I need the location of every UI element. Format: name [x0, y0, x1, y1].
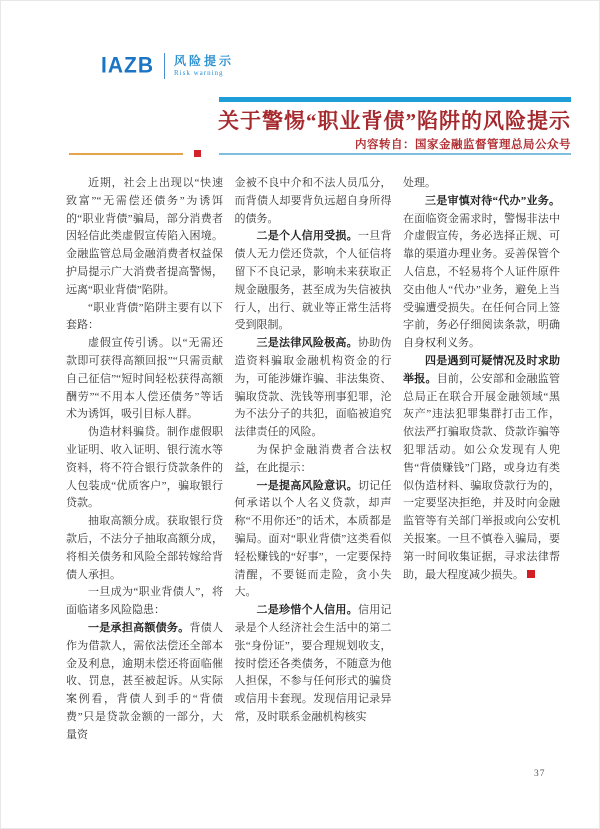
paragraph-lead: 三是审慎对待“代办”业务。 — [425, 194, 560, 207]
paragraph-lead: 一是承担高额债务。 — [88, 621, 190, 634]
paragraph-lead: 四是遇到可疑情况及时求助举报。 — [403, 354, 560, 385]
paragraph: 一是提高风险意识。切记任何承诺以个人名义贷款，却声称“不用你还”的话术，本质都是骗局。面对“职业背债”这类看似轻松赚钱的“好事”，一定要保持清醒，不要铤而走险，贪小失大。 — [234, 479, 392, 599]
paragraph: 三是审慎对待“代办”业务。在面临资金需求时，警惕非法中介虚假宣传，务必选择正规、可靠的渠道办理业务。妥善保管个人信息，不轻易将个人证件原件交由他人“代办”业务，避免上当受骗遭受损失。在任何合同上签字前，务必仔细阅读条款，明确自身权利义务。 — [403, 194, 560, 350]
tagline-risk-warning-cn: 风险提示 — [174, 53, 235, 68]
paragraph: 金被不良中介和不法人员瓜分，而背债人却要背负远超自身所得的债务。 — [234, 177, 392, 225]
paragraph: 二是珍惜个人信用。信用记录是个人经济社会生活中的第二张“身份证”，要合理规划收支，按时偿还各类债务，不随意为他人担保，不参与任何形式的骗贷或信用卡套现。发现信用记录异常，及时联系金融机构核实 — [234, 604, 392, 723]
paragraph: 一旦成为“职业背债人”，将面临诸多风险隐患： — [66, 586, 223, 617]
paragraph: 四是遇到可疑情况及时求助举报。目前，公安部和金融监管总局正在联合开展金融领域“黑灰产”违法犯罪集群打击工作，依法严打骗取贷款、贷款诈骗等犯罪活动。如公众发现有人兜售“背债赚钱”门路，或身边有类似伪造材料、骗取贷款行为的，一定要坚决拒绝，并及时向金融监管等有关部门举报或向公安机关报案。一旦不慎卷入骗局，要第一时间收集证据，寻求法律帮助，最大程度减少损失。 — [403, 354, 561, 581]
paragraph: 虚假宣传引诱。以“无需还款即可获得高额回报”“只需贡献自己征信”“短时间轻松获得高额酬劳”“不用本人偿还债务”等话术为诱饵，吸引目标人群。 — [66, 337, 223, 421]
paragraph: “职业背债”陷阱主要有以下套路： — [66, 301, 223, 332]
logo-divider — [164, 53, 165, 79]
logo-tagline — [174, 55, 234, 78]
paragraph-lead: 一是提高风险意识。 — [256, 479, 358, 492]
article-body — [66, 175, 560, 745]
paragraph-lead: 二是珍惜个人信用。 — [256, 604, 358, 617]
paragraph: 伪造材料骗贷。制作虚假职业证明、收入证明、银行流水等资料，将不符合银行贷款条件的人包装成“优质客户”，骗取银行贷款。 — [66, 426, 223, 510]
text-column-3 — [403, 175, 560, 745]
paragraph: 二是个人信用受损。一旦背债人无力偿还贷款，个人征信将留下不良记录，影响未来获取正规金融服务，甚至成为失信被执行人，出行、就业等正常生活将受到限制。 — [234, 230, 392, 332]
publication-logo — [101, 53, 234, 79]
tagline-risk-warning-en: Risk warning — [174, 68, 224, 77]
page-number: 37 — [534, 769, 546, 779]
title-top-bar — [219, 97, 571, 102]
paragraph: 抽取高额分成。获取银行贷款后，不法分子抽取高额分成，将相关债务和风险全部转嫁给背债人承担。 — [66, 515, 223, 581]
logo-iazb: IAZB — [101, 53, 154, 78]
text-column-1 — [66, 175, 223, 745]
article-title: 关于警惕“职业背债”陷阱的风险提示 — [218, 109, 571, 133]
red-square-marker — [194, 150, 201, 157]
blue-rule — [219, 153, 571, 155]
text-column-2 — [235, 175, 392, 745]
paragraph: 一是承担高额债务。背债人作为借款人，需依法偿还全部本金及利息，逾期未偿还将面临催收、罚息，甚至被起诉。从实际案例看，背债人到手的“背债费”只是贷款金额的一部分，大量资 — [66, 621, 224, 741]
article-end-mark — [527, 570, 535, 578]
paragraph-lead: 二是个人信用受损。 — [256, 230, 358, 243]
source-attribution: 内容转自：国家金融监督管理总局公众号 — [355, 139, 571, 151]
paragraph: 近期，社会上出现以“快速致富”“无需偿还债务”为诱饵的“职业背债”骗局，部分消费者因轻信此类虚假宣传陷入困境。金融监管总局金融消费者权益保护局提示广大消费者提高警惕，远离“职业背债”陷阱。 — [66, 177, 223, 296]
orange-rule — [69, 153, 183, 155]
paragraph-lead: 三是法律风险极高。 — [256, 337, 358, 350]
paragraph: 处理。 — [403, 177, 436, 189]
paragraph: 为保护金融消费者合法权益，在此提示： — [234, 443, 392, 474]
paragraph: 三是法律风险极高。协助伪造资料骗取金融机构资金的行为，可能涉嫌诈骗、非法集资、骗取贷款、洗钱等刑事犯罪，沦为不法分子的共犯，面临被追究法律责任的风险。 — [234, 337, 392, 439]
